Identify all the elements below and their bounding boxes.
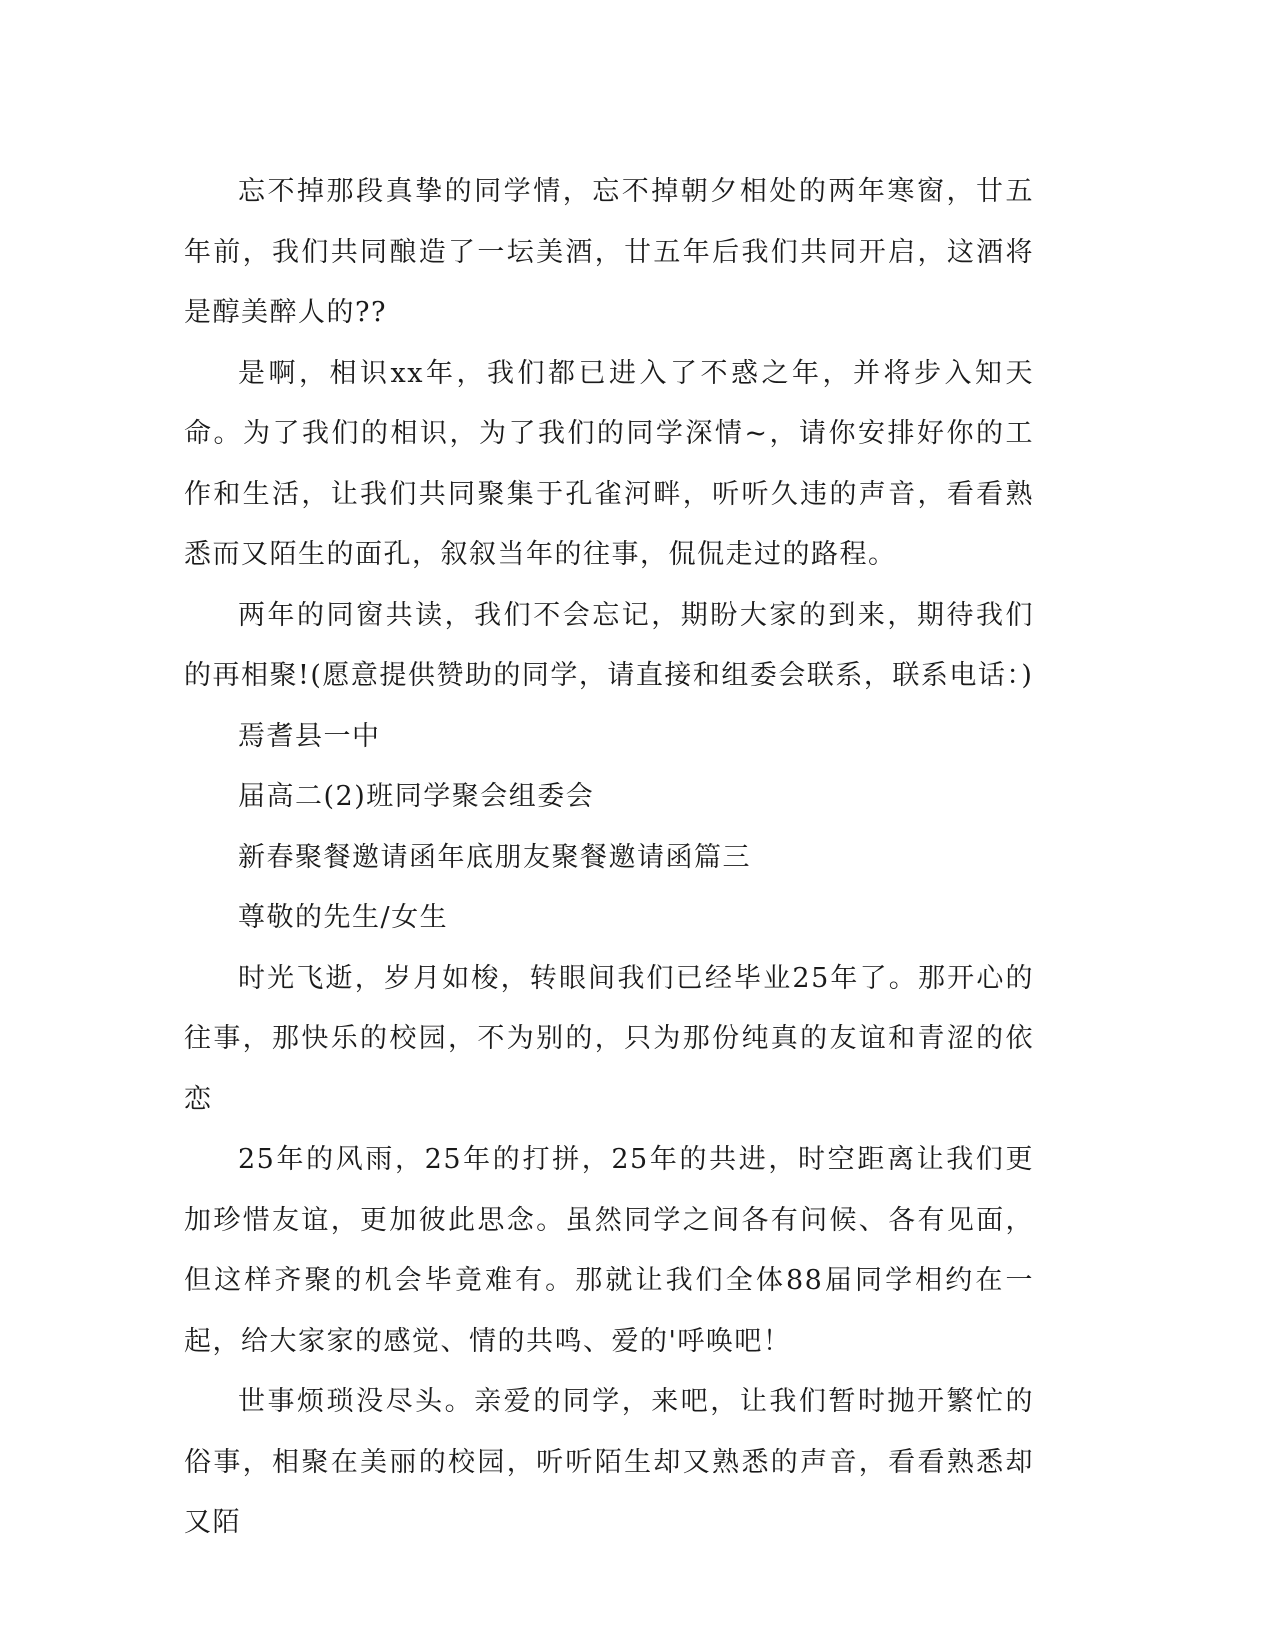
paragraph: 是啊，相识xx年，我们都已进入了不惑之年，并将步入知天命。为了我们的相识，为了我们的同学深情~，请你安排好你的工作和生活，让我们共同聚集于孔雀河畔，听听久违的声音，看看熟悉而又陌生的面孔，叙叙当年的往事，侃侃走过的路程。 bbox=[184, 357, 1034, 570]
section-heading: 新春聚餐邀请函年底朋友聚餐邀请函篇三 bbox=[238, 841, 751, 873]
paragraph: 两年的同窗共读，我们不会忘记，期盼大家的到来，期待我们的再相聚!(愿意提供赞助的同学，请直接和组委会联系，联系电话：) bbox=[184, 599, 1034, 691]
document-body bbox=[184, 162, 1034, 1554]
organizer-name: 届高二(2)班同学聚会组委会 bbox=[238, 781, 595, 812]
school-name: 焉耆县一中 bbox=[238, 720, 381, 752]
salutation: 尊敬的先生/女生 bbox=[238, 902, 449, 933]
paragraph: 25年的风雨，25年的打拼，25年的共进，时空距离让我们更加珍惜友谊，更加彼此思念。虽然同学之间各有问候、各有见面，但这样齐聚的机会毕竟难有。那就让我们全体88届同学相约在一起，给大家家的感觉、情的共鸣、爱的'呼唤吧！ bbox=[184, 1144, 1034, 1357]
paragraph: 世事烦琐没尽头。亲爱的同学，来吧，让我们暂时抛开繁忙的俗事，相聚在美丽的校园，听听陌生却又熟悉的声音，看看熟悉却又陌 bbox=[184, 1386, 1034, 1538]
paragraph: 时光飞逝，岁月如梭，转眼间我们已经毕业25年了。那开心的往事，那快乐的校园，不为别的，只为那份纯真的友谊和青涩的依恋 bbox=[184, 962, 1034, 1115]
paragraph: 忘不掉那段真挚的同学情，忘不掉朝夕相处的两年寒窗，廿五年前，我们共同酿造了一坛美酒，廿五年后我们共同开启，这酒将是醇美醉人的?? bbox=[184, 176, 1034, 328]
